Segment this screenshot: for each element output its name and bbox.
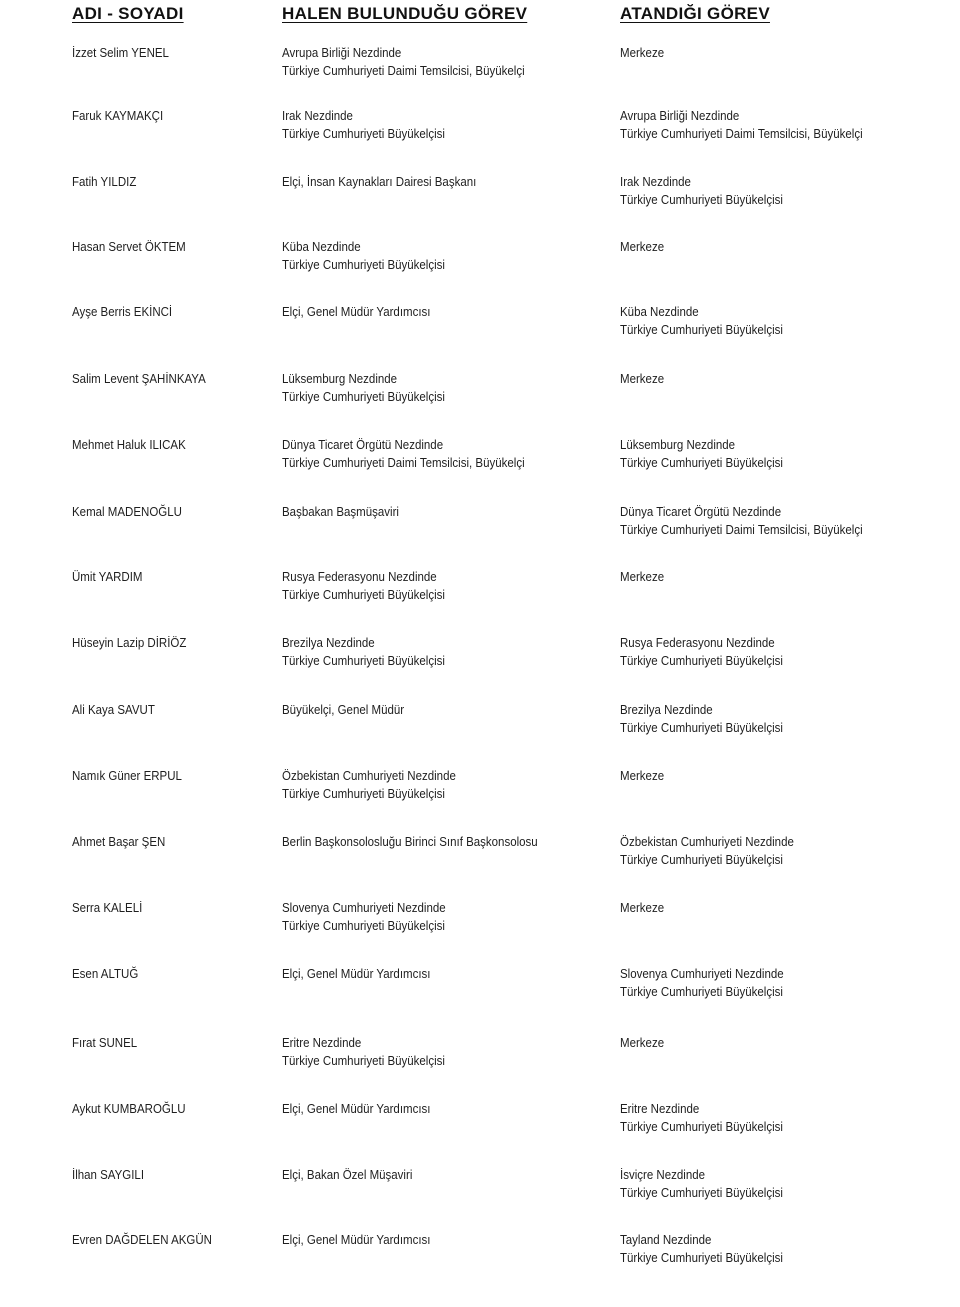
table-row (0, 767, 960, 827)
table-row (0, 568, 960, 628)
current-post-line: Brezilya Nezdinde (282, 636, 375, 650)
cell-name (72, 503, 256, 521)
cell-name (72, 568, 256, 586)
current-post-line: Büyükelçi, Genel Müdür (282, 703, 405, 717)
cell-name (72, 303, 256, 321)
cell-assigned-post (620, 1231, 924, 1267)
name-text: Ümit YARDIM (72, 570, 143, 584)
assigned-post-line: Merkeze (620, 240, 665, 254)
cell-current-post (282, 1034, 576, 1070)
table-row (0, 965, 960, 1025)
cell-name (72, 436, 256, 454)
assigned-post-line: Küba Nezdinde (620, 305, 699, 319)
name-text: Salim Levent ŞAHİNKAYA (72, 372, 206, 386)
table-row (0, 173, 960, 233)
cell-current-post (282, 1231, 576, 1249)
assigned-post-line: Türkiye Cumhuriyeti Büyükelçisi (620, 721, 783, 735)
table-row (0, 1034, 960, 1094)
cell-current-post (282, 634, 576, 670)
table-row (0, 1166, 960, 1226)
assigned-post-line: Türkiye Cumhuriyeti Büyükelçisi (620, 323, 783, 337)
cell-assigned-post (620, 44, 924, 62)
header-assigned-post: ATANDIĞI GÖREV (620, 4, 770, 23)
table-row (0, 1100, 960, 1160)
assigned-post-line: Merkeze (620, 46, 665, 60)
name-text: İlhan SAYGILI (72, 1168, 145, 1182)
assigned-post-line: Merkeze (620, 769, 665, 783)
name-text: Hüseyin Lazip DİRİÖZ (72, 636, 187, 650)
cell-current-post (282, 1100, 576, 1118)
cell-current-post (282, 303, 576, 321)
current-post-line: Dünya Ticaret Örgütü Nezdinde (282, 438, 444, 452)
assigned-post-line: Merkeze (620, 1036, 665, 1050)
current-post-line: Irak Nezdinde (282, 109, 353, 123)
cell-assigned-post (620, 701, 924, 737)
cell-assigned-post (620, 568, 924, 586)
cell-name (72, 965, 256, 983)
cell-assigned-post (620, 303, 924, 339)
current-post-line: Elçi, Bakan Özel Müşaviri (282, 1168, 413, 1182)
current-post-line: Elçi, İnsan Kaynakları Dairesi Başkanı (282, 175, 477, 189)
cell-current-post (282, 899, 576, 935)
name-text: Namık Güner ERPUL (72, 769, 182, 783)
cell-assigned-post (620, 370, 924, 388)
cell-current-post (282, 1166, 576, 1184)
assigned-post-line: Özbekistan Cumhuriyeti Nezdinde (620, 835, 794, 849)
name-text: Fatih YILDIZ (72, 175, 137, 189)
cell-current-post (282, 370, 576, 406)
current-post-line: Türkiye Cumhuriyeti Büyükelçisi (282, 919, 445, 933)
assigned-post-line: Merkeze (620, 570, 665, 584)
current-post-line: Türkiye Cumhuriyeti Daimi Temsilcisi, Büyükelçi (282, 64, 525, 78)
cell-assigned-post (620, 238, 924, 256)
name-text: Faruk KAYMAKÇI (72, 109, 164, 123)
cell-assigned-post (620, 503, 924, 539)
cell-assigned-post (620, 1166, 924, 1202)
table-row (0, 107, 960, 167)
assigned-post-line: Türkiye Cumhuriyeti Büyükelçisi (620, 193, 783, 207)
assigned-post-line: Türkiye Cumhuriyeti Daimi Temsilcisi, Büyükelçi (620, 127, 863, 141)
cell-current-post (282, 767, 576, 803)
current-post-line: Türkiye Cumhuriyeti Büyükelçisi (282, 1054, 445, 1068)
name-text: Ayşe Berris EKİNCİ (72, 305, 173, 319)
cell-assigned-post (620, 965, 924, 1001)
assigned-post-line: Türkiye Cumhuriyeti Büyükelçisi (620, 456, 783, 470)
cell-assigned-post (620, 1034, 924, 1052)
cell-name (72, 370, 256, 388)
table-row (0, 370, 960, 430)
assigned-post-line: Türkiye Cumhuriyeti Daimi Temsilcisi, Büyükelçi (620, 523, 863, 537)
cell-name (72, 44, 256, 62)
cell-name (72, 1166, 256, 1184)
current-post-line: Küba Nezdinde (282, 240, 361, 254)
assigned-post-line: Türkiye Cumhuriyeti Büyükelçisi (620, 853, 783, 867)
cell-current-post (282, 107, 576, 143)
cell-assigned-post (620, 833, 924, 869)
cell-name (72, 899, 256, 917)
current-post-line: Elçi, Genel Müdür Yardımcısı (282, 1102, 431, 1116)
assigned-post-line: Merkeze (620, 901, 665, 915)
table-row (0, 701, 960, 761)
assigned-post-line: Merkeze (620, 372, 665, 386)
table-row (0, 634, 960, 694)
current-post-line: Slovenya Cumhuriyeti Nezdinde (282, 901, 446, 915)
name-text: İzzet Selim YENEL (72, 46, 169, 60)
cell-name (72, 107, 256, 125)
cell-name (72, 833, 256, 851)
cell-name (72, 173, 256, 191)
table-row (0, 1231, 960, 1291)
table-row (0, 436, 960, 496)
name-text: Ahmet Başar ŞEN (72, 835, 166, 849)
cell-name (72, 767, 256, 785)
table-row (0, 303, 960, 363)
cell-name (72, 1034, 256, 1052)
cell-current-post (282, 965, 576, 983)
current-post-line: Türkiye Cumhuriyeti Büyükelçisi (282, 258, 445, 272)
cell-name (72, 1100, 256, 1118)
assigned-post-line: Lüksemburg Nezdinde (620, 438, 736, 452)
cell-assigned-post (620, 899, 924, 917)
cell-current-post (282, 44, 576, 80)
current-post-line: Lüksemburg Nezdinde (282, 372, 398, 386)
name-text: Aykut KUMBAROĞLU (72, 1102, 186, 1116)
table-row (0, 238, 960, 298)
cell-current-post (282, 436, 576, 472)
current-post-line: Türkiye Cumhuriyeti Büyükelçisi (282, 127, 445, 141)
name-text: Kemal MADENOĞLU (72, 505, 182, 519)
assigned-post-line: Eritre Nezdinde (620, 1102, 700, 1116)
cell-current-post (282, 503, 576, 521)
name-text: Fırat SUNEL (72, 1036, 138, 1050)
assigned-post-line: Türkiye Cumhuriyeti Büyükelçisi (620, 654, 783, 668)
header-current-post: HALEN BULUNDUĞU GÖREV (282, 4, 528, 23)
cell-assigned-post (620, 173, 924, 209)
assigned-post-line: Türkiye Cumhuriyeti Büyükelçisi (620, 985, 783, 999)
current-post-line: Türkiye Cumhuriyeti Daimi Temsilcisi, Büyükelçi (282, 456, 525, 470)
assigned-post-line: Türkiye Cumhuriyeti Büyükelçisi (620, 1251, 783, 1265)
assigned-post-line: Brezilya Nezdinde (620, 703, 713, 717)
assigned-post-line: İsviçre Nezdinde (620, 1168, 706, 1182)
current-post-line: Rusya Federasyonu Nezdinde (282, 570, 437, 584)
current-post-line: Elçi, Genel Müdür Yardımcısı (282, 967, 431, 981)
current-post-line: Özbekistan Cumhuriyeti Nezdinde (282, 769, 456, 783)
header-name: ADI - SOYADI (72, 4, 184, 23)
cell-current-post (282, 173, 576, 191)
name-text: Evren DAĞDELEN AKGÜN (72, 1233, 212, 1247)
name-text: Serra KALELİ (72, 901, 143, 915)
cell-current-post (282, 568, 576, 604)
current-post-line: Türkiye Cumhuriyeti Büyükelçisi (282, 787, 445, 801)
current-post-line: Avrupa Birliği Nezdinde (282, 46, 402, 60)
table-row (0, 833, 960, 893)
assigned-post-line: Türkiye Cumhuriyeti Büyükelçisi (620, 1186, 783, 1200)
current-post-line: Berlin Başkonsolosluğu Birinci Sınıf Başkonsolosu (282, 835, 538, 849)
cell-name (72, 238, 256, 256)
assigned-post-line: Rusya Federasyonu Nezdinde (620, 636, 775, 650)
current-post-line: Elçi, Genel Müdür Yardımcısı (282, 305, 431, 319)
assigned-post-line: Slovenya Cumhuriyeti Nezdinde (620, 967, 784, 981)
cell-name (72, 634, 256, 652)
cell-assigned-post (620, 107, 924, 143)
table-row (0, 44, 960, 104)
cell-current-post (282, 701, 576, 719)
table-row (0, 503, 960, 563)
assigned-post-line: Avrupa Birliği Nezdinde (620, 109, 740, 123)
assigned-post-line: Dünya Ticaret Örgütü Nezdinde (620, 505, 782, 519)
assigned-post-line: Türkiye Cumhuriyeti Büyükelçisi (620, 1120, 783, 1134)
cell-assigned-post (620, 436, 924, 472)
table-row (0, 899, 960, 959)
cell-name (72, 1231, 256, 1249)
current-post-line: Eritre Nezdinde (282, 1036, 362, 1050)
name-text: Mehmet Haluk ILICAK (72, 438, 186, 452)
cell-current-post (282, 833, 576, 851)
current-post-line: Elçi, Genel Müdür Yardımcısı (282, 1233, 431, 1247)
cell-current-post (282, 238, 576, 274)
current-post-line: Türkiye Cumhuriyeti Büyükelçisi (282, 390, 445, 404)
assigned-post-line: Tayland Nezdinde (620, 1233, 712, 1247)
cell-assigned-post (620, 634, 924, 670)
cell-name (72, 701, 256, 719)
current-post-line: Türkiye Cumhuriyeti Büyükelçisi (282, 654, 445, 668)
name-text: Hasan Servet ÖKTEM (72, 240, 186, 254)
name-text: Ali Kaya SAVUT (72, 703, 155, 717)
cell-assigned-post (620, 1100, 924, 1136)
assigned-post-line: Irak Nezdinde (620, 175, 691, 189)
current-post-line: Başbakan Başmüşaviri (282, 505, 399, 519)
current-post-line: Türkiye Cumhuriyeti Büyükelçisi (282, 588, 445, 602)
cell-assigned-post (620, 767, 924, 785)
name-text: Esen ALTUĞ (72, 967, 139, 981)
